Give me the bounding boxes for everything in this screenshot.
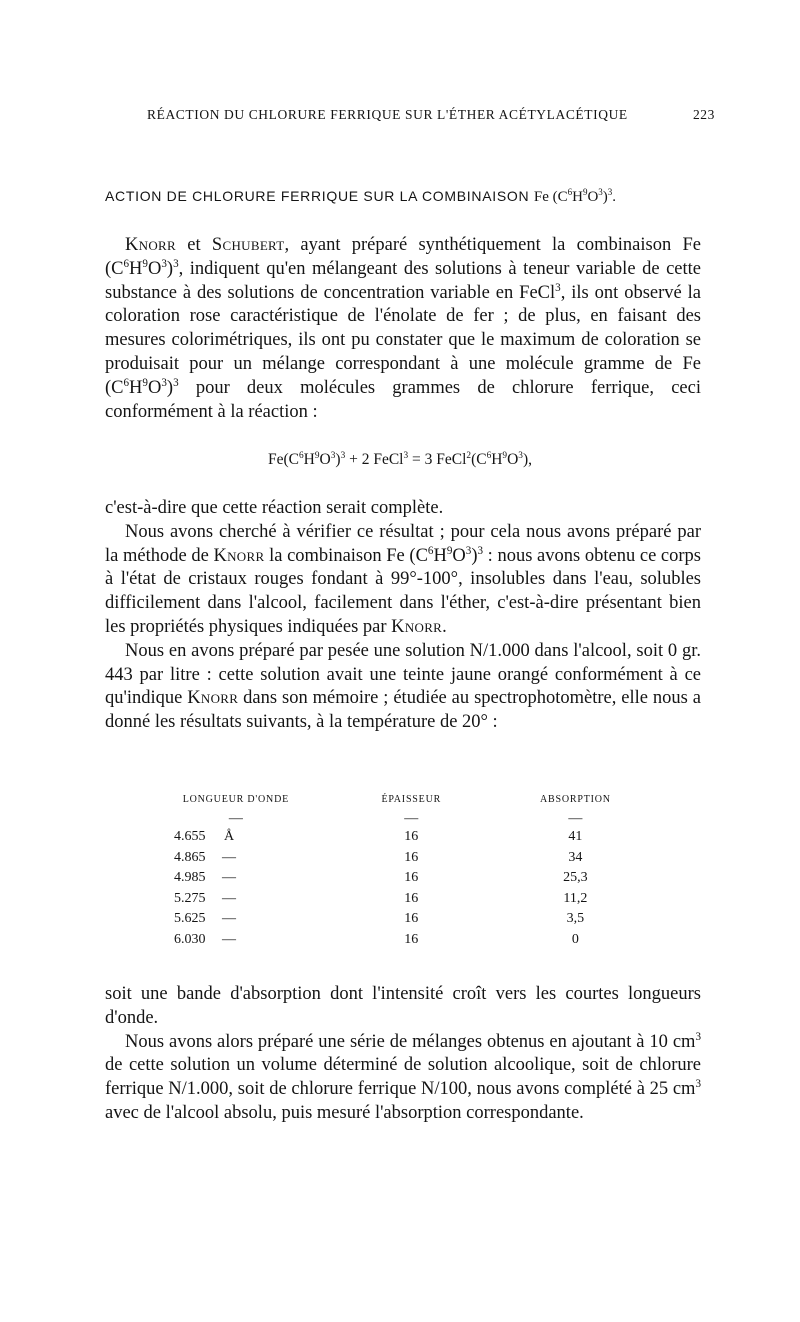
text-run: Nous avons cherché à vérifier ce résultat ; pour cela nous avons préparé par la méthode de xyxy=(105,521,701,566)
text-run: Nous en avons préparé par pesée une solution N/1.000 dans l'alcool, soit 0 gr. 443 par litre : cette solution avait une teinte jaune orangé conformément à ce qu'indique xyxy=(105,640,701,709)
paragraph-conclusion: c'est-à-dire que cette réaction serait complète. xyxy=(105,498,444,518)
dash: — xyxy=(568,811,583,826)
wavelength-unit: — xyxy=(222,911,236,926)
equation-part: Fe(C xyxy=(268,451,300,468)
equation-part: = 3 FeCl xyxy=(408,451,467,468)
paragraph-preparation xyxy=(105,521,701,640)
paragraph-absorption-band: soit une bande d'absorption dont l'intensité croît vers les courtes longueurs d'onde. xyxy=(105,984,701,1028)
table-row xyxy=(140,868,660,889)
author-name: Schubert xyxy=(211,235,285,255)
equation-part: ) xyxy=(335,451,341,468)
wavelength-value: 5.275 xyxy=(174,890,206,906)
text-run: dans son mémoire ; étudiée au spectrophotomètre, elle nous a donné les résultats suivants, à la température de 20° : xyxy=(105,688,701,733)
subscript: 3 xyxy=(330,450,336,461)
wavelength-value: 4.655 xyxy=(174,829,206,844)
subscript: 9 xyxy=(582,187,588,197)
text-run: Nous avons alors préparé une série de mélanges obtenus en ajoutant à 10 cm xyxy=(125,1031,696,1052)
cell-thickness: 16 xyxy=(404,870,419,885)
subscript: 6 xyxy=(123,376,130,389)
subscript: 6 xyxy=(486,450,492,461)
subscript: 9 xyxy=(314,450,320,461)
cell-absorption: 25,3 xyxy=(563,870,588,885)
equation-part: (C xyxy=(471,451,487,468)
formula-part: Fe (C xyxy=(533,189,568,205)
text-block-method xyxy=(105,497,701,735)
text-run: : nous avons obtenu ce corps à l'état de cristaux rouges fondant à 99°-100°, insolubles dans l'eau, solubles difficilement dans l'alcool, facilement dans l'éther, c'est-à-dire présentant bien les propriétés physiques indiquées par xyxy=(105,545,701,637)
table-dash-row xyxy=(140,811,660,827)
table-row xyxy=(140,827,660,848)
subscript: 3 xyxy=(555,281,561,294)
cell-absorption: 3,5 xyxy=(566,911,585,926)
text-run: pour deux molécules grammes de chlorure ferrique, ceci conformément à la réaction : xyxy=(105,377,701,422)
header-thickness: ÉPAISSEUR xyxy=(381,794,442,805)
text-run: et xyxy=(175,235,212,255)
table-row xyxy=(140,930,660,951)
cell-absorption: 34 xyxy=(568,849,583,865)
subscript: 3 xyxy=(340,450,346,461)
subscript: 6 xyxy=(123,257,130,270)
page-number: 223 xyxy=(692,107,715,122)
text-run: ) xyxy=(166,258,174,279)
text-run: O xyxy=(147,377,162,398)
table-row xyxy=(140,848,660,869)
formula-part: O xyxy=(587,189,599,205)
subscript: 3 xyxy=(598,187,603,197)
cell-thickness: 16 xyxy=(404,890,419,906)
section-title-text: ACTION DE CHLORURE FERRIQUE SUR LA COMBINAISON xyxy=(105,188,534,204)
paragraph-solution xyxy=(105,640,701,735)
subscript: 3 xyxy=(403,450,409,461)
text-run: O xyxy=(452,545,466,566)
superscript: 3 xyxy=(695,1078,701,1091)
wavelength-value: 4.985 xyxy=(174,870,206,885)
text-run: la combinaison Fe (C xyxy=(264,545,428,566)
wavelength-unit: — xyxy=(222,870,236,885)
subscript: 9 xyxy=(142,376,148,389)
wavelength-unit: — xyxy=(222,849,236,865)
cell-absorption: 0 xyxy=(571,931,579,947)
subscript: 3 xyxy=(161,257,167,270)
author-name: Knorr xyxy=(187,688,239,709)
wavelength-value: 4.865 xyxy=(174,849,206,865)
running-title: RÉACTION DU CHLORURE FERRIQUE SUR L'ÉTHER ACÉTYLACÉTIQUE xyxy=(147,107,628,122)
subscript: 3 xyxy=(161,376,167,389)
cell-wavelength xyxy=(140,827,332,848)
subscript: 6 xyxy=(299,450,304,461)
table-row xyxy=(140,909,660,930)
text-run: H xyxy=(433,545,447,566)
cell-thickness: 16 xyxy=(404,849,419,865)
header-absorption: ABSORPTION xyxy=(540,794,611,805)
subscript: 3 xyxy=(173,376,179,389)
dash: — xyxy=(228,811,243,826)
cell-thickness: 16 xyxy=(404,829,419,844)
wavelength-unit: Å xyxy=(223,829,235,844)
subscript: 3 xyxy=(607,187,613,197)
cell-wavelength xyxy=(140,868,332,889)
subscript: 6 xyxy=(567,187,573,197)
author-name: Knorr xyxy=(391,616,443,637)
section-title-formula xyxy=(534,189,616,205)
text-run: ) xyxy=(166,377,174,398)
subscript: 3 xyxy=(465,544,472,557)
table-row xyxy=(140,889,660,910)
formula-part: . xyxy=(612,189,617,205)
equation-part: H xyxy=(491,451,503,468)
text-run: O xyxy=(147,258,162,279)
wavelength-unit: — xyxy=(222,931,236,947)
subscript: 6 xyxy=(427,544,434,557)
cell-wavelength xyxy=(140,848,332,869)
header-wavelength: LONGUEUR D'ONDE xyxy=(182,794,289,805)
paragraph-knorr-schubert xyxy=(105,234,701,424)
dash: — xyxy=(404,811,419,826)
formula-part: H xyxy=(572,189,583,205)
text-run: de cette solution un volume déterminé de solution alcoolique, soit de chlorure ferrique N/1.000, soit de chlorure ferrique N/100, nous avons complété à 25 cm xyxy=(105,1055,701,1100)
cell-wavelength xyxy=(140,930,332,951)
section-title xyxy=(105,188,725,206)
text-run: H xyxy=(129,377,143,398)
text-run: H xyxy=(129,258,143,279)
equation-part: ), xyxy=(522,451,532,468)
text-run: , indiquent qu'en mélangeant des solutions à teneur variable de cette substance à des solutions de concentration variable en FeCl xyxy=(105,258,701,303)
text-run: , ayant préparé synthétiquement la combinaison Fe (C xyxy=(105,235,701,279)
subscript: 3 xyxy=(477,544,484,557)
paragraph-mixtures xyxy=(105,1031,701,1126)
text-run: ) xyxy=(471,545,478,566)
cell-absorption: 41 xyxy=(568,829,583,844)
wavelength-unit: — xyxy=(222,890,236,906)
subscript: 2 xyxy=(466,450,472,461)
wavelength-value: 6.030 xyxy=(174,931,206,947)
cell-wavelength xyxy=(140,889,332,910)
text-block-intro xyxy=(105,234,701,424)
subscript: 9 xyxy=(502,450,508,461)
equation-part: + 2 FeCl xyxy=(345,451,404,468)
text-run: , ils ont observé la coloration rose caractéristique de l'énolate de fer ; de plus, en faisant des mesures colorimétriques, ils ont pu constater que le maximum de coloration se produisait pour un mélange correspondant à une molécule gramme de Fe (C xyxy=(105,282,701,398)
wavelength-value: 5.625 xyxy=(174,911,206,926)
subscript: 3 xyxy=(173,257,179,270)
text-run: . xyxy=(442,616,447,637)
text-run: avec de l'alcool absolu, puis mesuré l'absorption correspondante. xyxy=(105,1102,584,1123)
formula-part: ) xyxy=(602,189,608,205)
author-name: Knorr xyxy=(213,545,265,566)
superscript: 3 xyxy=(695,1030,701,1043)
subscript: 3 xyxy=(518,450,523,461)
table-header-row xyxy=(140,794,660,811)
author-name: Knorr xyxy=(125,235,176,255)
cell-absorption: 11,2 xyxy=(563,890,588,906)
subscript: 9 xyxy=(142,257,148,270)
cell-thickness: 16 xyxy=(404,911,419,926)
absorption-table xyxy=(140,794,660,950)
equation-part: H xyxy=(303,451,315,468)
subscript: 9 xyxy=(446,544,453,557)
equation-part: O xyxy=(507,451,519,468)
text-block-results xyxy=(105,983,701,1126)
equation-part: O xyxy=(319,451,331,468)
cell-thickness: 16 xyxy=(404,931,419,947)
reaction-equation xyxy=(0,451,800,469)
cell-wavelength xyxy=(140,909,332,930)
